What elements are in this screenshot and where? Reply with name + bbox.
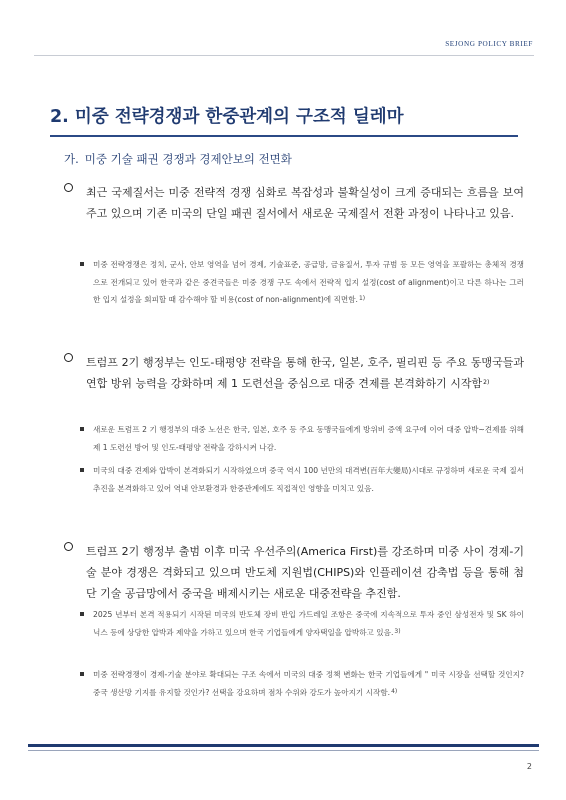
- sub-bullet-text: 새로운 트럼프 2 기 행정부의 대중 노선은 한국, 일본, 호주 등 주요 동맹국들에게 방위비 증액 요구에 이어 대중 압박~견제를 위해 제 1 도련선 방어 및 인도-태평양 전략을 강하시켜 나감.: [93, 425, 524, 452]
- footnote-marker: 4): [391, 687, 398, 695]
- main-bullet: [64, 352, 524, 394]
- circle-bullet-icon: [64, 542, 73, 551]
- section-title-underline: [50, 135, 518, 137]
- sub-bullet: [80, 606, 524, 641]
- sub-bullet-text: 미국의 대중 견제와 압박이 본격화되기 시작하였으며 중국 역시 100 년만의 대격변(百年大變局)시대로 규정하며 새로운 국제 질서 추진을 본격화하고 있어 역내 안보환경과 한중관계에도 직접적인 영향을 미치고 있음.: [93, 466, 524, 493]
- square-bullet-icon: [80, 672, 84, 676]
- main-bullet: [64, 541, 524, 604]
- circle-bullet-icon: [64, 183, 73, 192]
- sub-bullet: [80, 256, 524, 309]
- main-bullet: [64, 182, 524, 224]
- sub-bullet-text: 미중 전략경쟁이 경제-기술 분야로 확대되는 구조 속에서 미국의 대중 정책 변화는 한국 기업들에게 " 미국 시장을 선택할 것인지? 중국 생산망 기지를 유지할 것인가? 선택을 강요하며 점차 수위와 강도가 높아지기 시작함.: [93, 670, 524, 697]
- sub-bullet-text: 미중 전략경쟁은 정치, 군사, 안보 영역을 넘어 경제, 기술표준, 공급망, 금융질서, 투자 규범 등 모든 영역을 포괄하는 총체적 경쟁으로 전개되고 있어 한국과 같은 중견국들은 미중 경쟁 구도 속에서 전략적 입지 설정(cost of alignment)이고 다른 하나는 그러한 입지 설정을 회피할 때 감수해야 할 비용(cost of non-alignment)에 직면함.: [93, 260, 524, 304]
- subsection-heading: [64, 151, 292, 167]
- page-number: 2: [526, 762, 532, 771]
- section-title: 2. 미중 전략경쟁과 한중관계의 구조적 딜레마: [50, 107, 404, 127]
- square-bullet-icon: [80, 612, 84, 616]
- circle-bullet-icon: [64, 353, 73, 362]
- sub-bullet-text: 2025 년부터 본격 적용되기 시작된 미국의 반도체 장비 반입 가드레일 조항은 중국에 지속적으로 투자 중인 삼성전자 및 SK 하이닉스 등에 상당한 압박과 제약을 가하고 있으며 한국 기업들에게 양자택일을 압박하고 있음.: [93, 610, 524, 637]
- sub-bullet: [80, 462, 524, 497]
- footer-divider: [28, 744, 539, 747]
- footnote-marker: 1): [358, 295, 366, 302]
- sub-bullet: [80, 421, 524, 456]
- square-bullet-icon: [80, 262, 84, 266]
- subsection-number: 가.: [64, 152, 79, 166]
- square-bullet-icon: [80, 427, 84, 431]
- brand-label: SEJONG POLICY BRIEF: [445, 40, 533, 48]
- footnote-marker: 3): [394, 627, 401, 635]
- footnote-marker: 2): [483, 379, 490, 386]
- main-bullet-text: 최근 국제질서는 미중 전략적 경쟁 심화로 복잡성과 불확실성이 크게 증대되는 흐름을 보여주고 있으며 기존 미국의 단일 패권 질서에서 새로운 국제질서 전환 과정이 나타나고 있음.: [86, 186, 524, 220]
- header-divider: [34, 55, 534, 56]
- main-bullet-text: 트럼프 2기 행정부는 인도-태평양 전략을 통해 한국, 일본, 호주, 필리핀 등 주요 동맹국들과 연합 방위 능력을 강화하며 제 1 도련선을 중심으로 대중 견제를 본격화하기 시작함: [86, 356, 524, 390]
- sub-bullet: [80, 666, 524, 701]
- main-bullet-text: 트럼프 2기 행정부 출범 이후 미국 우선주의(America First)를 강조하며 미중 사이 경제-기술 분야 경쟁은 격화되고 있으며 반도체 지원법(CHIPS)와 인플레이션 감축법 등을 통해 첨단 기술 공급망에서 중국을 배제시키는 새로운 대중전략을 추진함.: [86, 545, 524, 600]
- subsection-title: 미중 기술 패권 경쟁과 경제안보의 전면화: [84, 152, 292, 166]
- square-bullet-icon: [80, 468, 84, 472]
- footer-divider-thin: [28, 750, 539, 751]
